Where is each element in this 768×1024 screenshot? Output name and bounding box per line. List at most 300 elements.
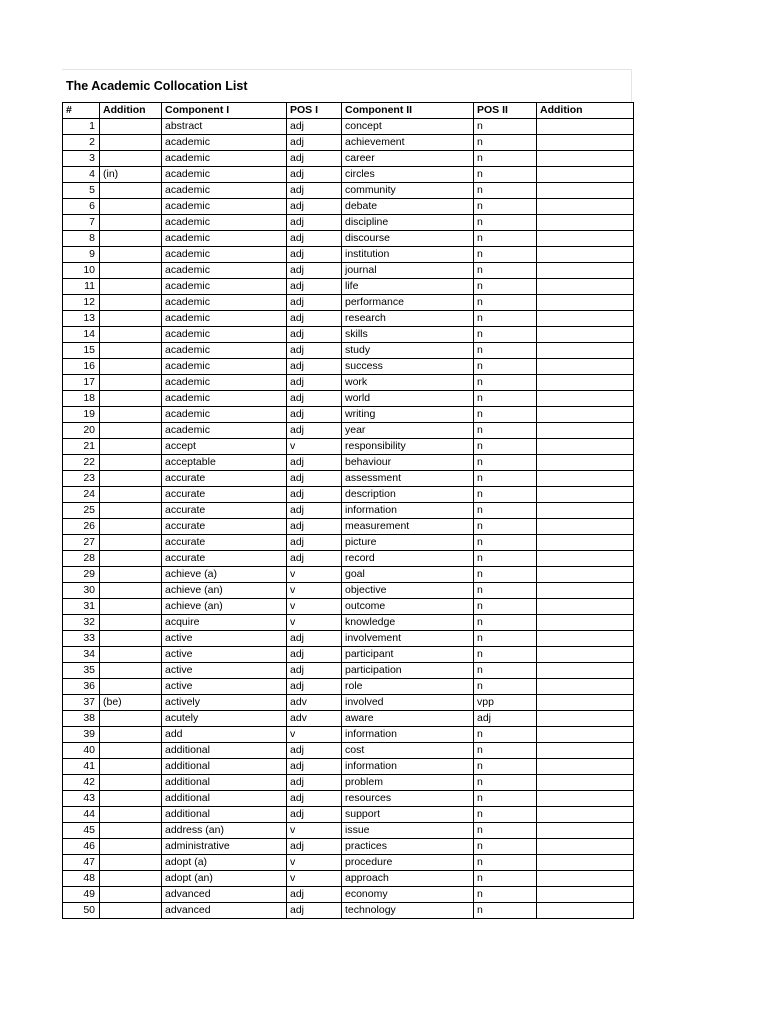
table-row xyxy=(63,871,634,887)
component-1-cell: academic xyxy=(162,359,287,375)
component-2-cell: resources xyxy=(342,791,474,807)
row-number-cell: 3 xyxy=(63,151,100,167)
row-number-cell: 4 xyxy=(63,167,100,183)
addition-1-cell xyxy=(100,151,162,167)
pos-1-cell: adj xyxy=(287,375,342,391)
addition-1-cell xyxy=(100,743,162,759)
addition-1-cell xyxy=(100,711,162,727)
component-1-cell: advanced xyxy=(162,903,287,919)
component-2-cell: outcome xyxy=(342,599,474,615)
addition-1-cell xyxy=(100,423,162,439)
header-pos-1: POS I xyxy=(287,103,342,119)
component-1-cell: academic xyxy=(162,215,287,231)
table-row xyxy=(63,183,634,199)
header-addition-1: Addition xyxy=(100,103,162,119)
component-1-cell: additional xyxy=(162,743,287,759)
pos-2-cell: n xyxy=(474,327,537,343)
pos-1-cell: v xyxy=(287,871,342,887)
table-row xyxy=(63,231,634,247)
sheet-title: The Academic Collocation List xyxy=(62,69,632,102)
table-row xyxy=(63,855,634,871)
addition-1-cell xyxy=(100,567,162,583)
component-2-cell: achievement xyxy=(342,135,474,151)
table-row xyxy=(63,135,634,151)
row-number-cell: 43 xyxy=(63,791,100,807)
pos-1-cell: adj xyxy=(287,295,342,311)
addition-2-cell xyxy=(537,311,634,327)
pos-1-cell: adj xyxy=(287,663,342,679)
component-1-cell: accurate xyxy=(162,535,287,551)
addition-1-cell xyxy=(100,279,162,295)
pos-2-cell: n xyxy=(474,903,537,919)
component-2-cell: information xyxy=(342,759,474,775)
component-2-cell: involvement xyxy=(342,631,474,647)
pos-1-cell: adj xyxy=(287,183,342,199)
addition-1-cell xyxy=(100,727,162,743)
table-row xyxy=(63,695,634,711)
component-2-cell: role xyxy=(342,679,474,695)
table-row xyxy=(63,391,634,407)
component-1-cell: academic xyxy=(162,183,287,199)
table-row xyxy=(63,567,634,583)
component-1-cell: accurate xyxy=(162,487,287,503)
header-row xyxy=(63,103,634,119)
row-number-cell: 10 xyxy=(63,263,100,279)
pos-2-cell: n xyxy=(474,119,537,135)
component-2-cell: participation xyxy=(342,663,474,679)
pos-2-cell: n xyxy=(474,567,537,583)
row-number-cell: 6 xyxy=(63,199,100,215)
pos-1-cell: adj xyxy=(287,279,342,295)
component-1-cell: adopt (an) xyxy=(162,871,287,887)
addition-2-cell xyxy=(537,167,634,183)
addition-1-cell xyxy=(100,503,162,519)
row-number-cell: 50 xyxy=(63,903,100,919)
table-row xyxy=(63,807,634,823)
addition-2-cell xyxy=(537,231,634,247)
table-row xyxy=(63,615,634,631)
addition-2-cell xyxy=(537,519,634,535)
component-2-cell: information xyxy=(342,503,474,519)
table-row xyxy=(63,503,634,519)
addition-2-cell xyxy=(537,775,634,791)
component-2-cell: world xyxy=(342,391,474,407)
addition-2-cell xyxy=(537,615,634,631)
table-row xyxy=(63,903,634,919)
component-2-cell: behaviour xyxy=(342,455,474,471)
row-number-cell: 37 xyxy=(63,695,100,711)
pos-2-cell: n xyxy=(474,551,537,567)
addition-1-cell xyxy=(100,535,162,551)
addition-1-cell xyxy=(100,519,162,535)
pos-2-cell: n xyxy=(474,647,537,663)
addition-1-cell xyxy=(100,311,162,327)
addition-1-cell xyxy=(100,327,162,343)
addition-2-cell xyxy=(537,247,634,263)
addition-2-cell xyxy=(537,151,634,167)
addition-2-cell xyxy=(537,631,634,647)
pos-1-cell: v xyxy=(287,615,342,631)
pos-1-cell: v xyxy=(287,583,342,599)
component-2-cell: performance xyxy=(342,295,474,311)
pos-2-cell: n xyxy=(474,263,537,279)
component-1-cell: administrative xyxy=(162,839,287,855)
component-1-cell: acceptable xyxy=(162,455,287,471)
addition-1-cell xyxy=(100,791,162,807)
component-1-cell: academic xyxy=(162,231,287,247)
row-number-cell: 40 xyxy=(63,743,100,759)
addition-2-cell xyxy=(537,743,634,759)
addition-1-cell xyxy=(100,183,162,199)
pos-2-cell: n xyxy=(474,599,537,615)
pos-1-cell: adj xyxy=(287,551,342,567)
component-1-cell: academic xyxy=(162,327,287,343)
pos-1-cell: adj xyxy=(287,743,342,759)
pos-1-cell: adj xyxy=(287,311,342,327)
row-number-cell: 18 xyxy=(63,391,100,407)
component-1-cell: accurate xyxy=(162,503,287,519)
pos-2-cell: n xyxy=(474,791,537,807)
addition-1-cell xyxy=(100,775,162,791)
pos-2-cell: n xyxy=(474,407,537,423)
addition-1-cell xyxy=(100,359,162,375)
pos-1-cell: adj xyxy=(287,151,342,167)
pos-2-cell: n xyxy=(474,663,537,679)
component-2-cell: assessment xyxy=(342,471,474,487)
addition-1-cell: (be) xyxy=(100,695,162,711)
component-2-cell: writing xyxy=(342,407,474,423)
addition-1-cell xyxy=(100,119,162,135)
row-number-cell: 25 xyxy=(63,503,100,519)
component-2-cell: procedure xyxy=(342,855,474,871)
component-2-cell: involved xyxy=(342,695,474,711)
pos-1-cell: adj xyxy=(287,647,342,663)
component-2-cell: technology xyxy=(342,903,474,919)
component-2-cell: measurement xyxy=(342,519,474,535)
table-row xyxy=(63,679,634,695)
pos-2-cell: n xyxy=(474,631,537,647)
addition-2-cell xyxy=(537,903,634,919)
pos-2-cell: n xyxy=(474,807,537,823)
addition-1-cell xyxy=(100,663,162,679)
pos-2-cell: n xyxy=(474,823,537,839)
addition-2-cell xyxy=(537,583,634,599)
pos-1-cell: adj xyxy=(287,327,342,343)
addition-2-cell xyxy=(537,663,634,679)
component-2-cell: skills xyxy=(342,327,474,343)
addition-2-cell xyxy=(537,887,634,903)
row-number-cell: 14 xyxy=(63,327,100,343)
addition-1-cell xyxy=(100,135,162,151)
table-row xyxy=(63,839,634,855)
component-1-cell: add xyxy=(162,727,287,743)
addition-2-cell xyxy=(537,855,634,871)
row-number-cell: 7 xyxy=(63,215,100,231)
addition-1-cell: (in) xyxy=(100,167,162,183)
component-1-cell: academic xyxy=(162,167,287,183)
row-number-cell: 33 xyxy=(63,631,100,647)
row-number-cell: 27 xyxy=(63,535,100,551)
addition-2-cell xyxy=(537,327,634,343)
spreadsheet xyxy=(62,69,632,919)
pos-1-cell: adj xyxy=(287,503,342,519)
component-1-cell: academic xyxy=(162,343,287,359)
component-1-cell: academic xyxy=(162,391,287,407)
pos-1-cell: adj xyxy=(287,807,342,823)
pos-1-cell: adj xyxy=(287,519,342,535)
pos-2-cell: n xyxy=(474,295,537,311)
addition-2-cell xyxy=(537,599,634,615)
pos-1-cell: adj xyxy=(287,231,342,247)
pos-1-cell: adj xyxy=(287,679,342,695)
pos-1-cell: adj xyxy=(287,839,342,855)
component-1-cell: achieve (a) xyxy=(162,567,287,583)
addition-1-cell xyxy=(100,215,162,231)
pos-2-cell: vpp xyxy=(474,695,537,711)
component-2-cell: life xyxy=(342,279,474,295)
table-row xyxy=(63,199,634,215)
row-number-cell: 19 xyxy=(63,407,100,423)
row-number-cell: 31 xyxy=(63,599,100,615)
pos-1-cell: adj xyxy=(287,631,342,647)
pos-1-cell: adj xyxy=(287,263,342,279)
component-1-cell: accurate xyxy=(162,551,287,567)
pos-2-cell: n xyxy=(474,743,537,759)
table-row xyxy=(63,263,634,279)
component-1-cell: accurate xyxy=(162,471,287,487)
table-row xyxy=(63,279,634,295)
component-1-cell: abstract xyxy=(162,119,287,135)
table-body xyxy=(63,119,634,919)
component-2-cell: study xyxy=(342,343,474,359)
pos-1-cell: adv xyxy=(287,695,342,711)
addition-2-cell xyxy=(537,567,634,583)
component-1-cell: actively xyxy=(162,695,287,711)
addition-2-cell xyxy=(537,455,634,471)
row-number-cell: 12 xyxy=(63,295,100,311)
component-2-cell: information xyxy=(342,727,474,743)
pos-2-cell: n xyxy=(474,167,537,183)
addition-2-cell xyxy=(537,503,634,519)
component-2-cell: practices xyxy=(342,839,474,855)
pos-1-cell: adj xyxy=(287,487,342,503)
component-2-cell: objective xyxy=(342,583,474,599)
pos-1-cell: adj xyxy=(287,423,342,439)
table-row xyxy=(63,711,634,727)
collocation-table xyxy=(62,102,634,919)
pos-1-cell: adj xyxy=(287,775,342,791)
table-row xyxy=(63,311,634,327)
pos-2-cell: n xyxy=(474,871,537,887)
row-number-cell: 44 xyxy=(63,807,100,823)
addition-1-cell xyxy=(100,551,162,567)
pos-1-cell: adj xyxy=(287,247,342,263)
addition-1-cell xyxy=(100,487,162,503)
row-number-cell: 20 xyxy=(63,423,100,439)
row-number-cell: 11 xyxy=(63,279,100,295)
row-number-cell: 13 xyxy=(63,311,100,327)
addition-2-cell xyxy=(537,759,634,775)
addition-2-cell xyxy=(537,343,634,359)
addition-2-cell xyxy=(537,535,634,551)
table-row xyxy=(63,487,634,503)
pos-2-cell: n xyxy=(474,839,537,855)
component-1-cell: academic xyxy=(162,199,287,215)
addition-1-cell xyxy=(100,199,162,215)
table-row xyxy=(63,407,634,423)
component-1-cell: academic xyxy=(162,295,287,311)
row-number-cell: 5 xyxy=(63,183,100,199)
component-2-cell: work xyxy=(342,375,474,391)
addition-2-cell xyxy=(537,695,634,711)
addition-2-cell xyxy=(537,183,634,199)
addition-2-cell xyxy=(537,679,634,695)
addition-1-cell xyxy=(100,887,162,903)
pos-2-cell: n xyxy=(474,727,537,743)
addition-2-cell xyxy=(537,119,634,135)
table-row xyxy=(63,295,634,311)
component-1-cell: acquire xyxy=(162,615,287,631)
addition-2-cell xyxy=(537,823,634,839)
addition-2-cell xyxy=(537,471,634,487)
pos-1-cell: v xyxy=(287,599,342,615)
row-number-cell: 45 xyxy=(63,823,100,839)
row-number-cell: 15 xyxy=(63,343,100,359)
addition-2-cell xyxy=(537,871,634,887)
table-row xyxy=(63,455,634,471)
addition-1-cell xyxy=(100,679,162,695)
row-number-cell: 42 xyxy=(63,775,100,791)
pos-2-cell: n xyxy=(474,423,537,439)
table-row xyxy=(63,327,634,343)
pos-1-cell: adj xyxy=(287,199,342,215)
addition-1-cell xyxy=(100,263,162,279)
pos-1-cell: adj xyxy=(287,407,342,423)
component-1-cell: active xyxy=(162,631,287,647)
table-row xyxy=(63,471,634,487)
component-2-cell: discipline xyxy=(342,215,474,231)
addition-2-cell xyxy=(537,487,634,503)
table-row xyxy=(63,519,634,535)
pos-2-cell: n xyxy=(474,343,537,359)
table-row xyxy=(63,791,634,807)
pos-1-cell: adj xyxy=(287,391,342,407)
pos-1-cell: adj xyxy=(287,455,342,471)
addition-2-cell xyxy=(537,263,634,279)
row-number-cell: 16 xyxy=(63,359,100,375)
row-number-cell: 26 xyxy=(63,519,100,535)
table-row xyxy=(63,151,634,167)
pos-1-cell: adj xyxy=(287,887,342,903)
pos-1-cell: adj xyxy=(287,791,342,807)
addition-1-cell xyxy=(100,631,162,647)
component-2-cell: approach xyxy=(342,871,474,887)
row-number-cell: 1 xyxy=(63,119,100,135)
component-1-cell: address (an) xyxy=(162,823,287,839)
addition-1-cell xyxy=(100,455,162,471)
addition-2-cell xyxy=(537,791,634,807)
component-2-cell: year xyxy=(342,423,474,439)
row-number-cell: 23 xyxy=(63,471,100,487)
table-row xyxy=(63,439,634,455)
pos-2-cell: n xyxy=(474,135,537,151)
component-1-cell: advanced xyxy=(162,887,287,903)
addition-1-cell xyxy=(100,247,162,263)
component-1-cell: achieve (an) xyxy=(162,599,287,615)
pos-2-cell: n xyxy=(474,183,537,199)
addition-2-cell xyxy=(537,135,634,151)
component-1-cell: acutely xyxy=(162,711,287,727)
pos-2-cell: n xyxy=(474,503,537,519)
component-1-cell: achieve (an) xyxy=(162,583,287,599)
addition-1-cell xyxy=(100,871,162,887)
row-number-cell: 29 xyxy=(63,567,100,583)
component-2-cell: knowledge xyxy=(342,615,474,631)
pos-2-cell: n xyxy=(474,359,537,375)
header-component-1: Component I xyxy=(162,103,287,119)
component-2-cell: responsibility xyxy=(342,439,474,455)
component-1-cell: academic xyxy=(162,375,287,391)
component-1-cell: academic xyxy=(162,135,287,151)
pos-1-cell: v xyxy=(287,567,342,583)
pos-1-cell: adj xyxy=(287,759,342,775)
component-2-cell: success xyxy=(342,359,474,375)
component-2-cell: picture xyxy=(342,535,474,551)
pos-1-cell: adj xyxy=(287,135,342,151)
row-number-cell: 38 xyxy=(63,711,100,727)
pos-2-cell: n xyxy=(474,231,537,247)
addition-1-cell xyxy=(100,583,162,599)
pos-2-cell: n xyxy=(474,471,537,487)
component-2-cell: journal xyxy=(342,263,474,279)
component-1-cell: academic xyxy=(162,279,287,295)
addition-2-cell xyxy=(537,391,634,407)
addition-1-cell xyxy=(100,615,162,631)
component-2-cell: concept xyxy=(342,119,474,135)
addition-2-cell xyxy=(537,839,634,855)
addition-1-cell xyxy=(100,839,162,855)
addition-1-cell xyxy=(100,903,162,919)
addition-2-cell xyxy=(537,647,634,663)
pos-1-cell: adj xyxy=(287,903,342,919)
pos-2-cell: n xyxy=(474,887,537,903)
addition-2-cell xyxy=(537,407,634,423)
row-number-cell: 28 xyxy=(63,551,100,567)
row-number-cell: 2 xyxy=(63,135,100,151)
row-number-cell: 34 xyxy=(63,647,100,663)
header-number: # xyxy=(63,103,100,119)
component-1-cell: academic xyxy=(162,263,287,279)
pos-1-cell: adj xyxy=(287,215,342,231)
table-row xyxy=(63,823,634,839)
pos-2-cell: n xyxy=(474,151,537,167)
component-2-cell: record xyxy=(342,551,474,567)
component-1-cell: additional xyxy=(162,791,287,807)
component-2-cell: description xyxy=(342,487,474,503)
addition-1-cell xyxy=(100,759,162,775)
component-1-cell: additional xyxy=(162,807,287,823)
component-2-cell: circles xyxy=(342,167,474,183)
table-row xyxy=(63,743,634,759)
component-2-cell: aware xyxy=(342,711,474,727)
pos-2-cell: n xyxy=(474,279,537,295)
component-2-cell: discourse xyxy=(342,231,474,247)
table-row xyxy=(63,375,634,391)
pos-1-cell: v xyxy=(287,439,342,455)
row-number-cell: 48 xyxy=(63,871,100,887)
table-row xyxy=(63,247,634,263)
table-row xyxy=(63,887,634,903)
